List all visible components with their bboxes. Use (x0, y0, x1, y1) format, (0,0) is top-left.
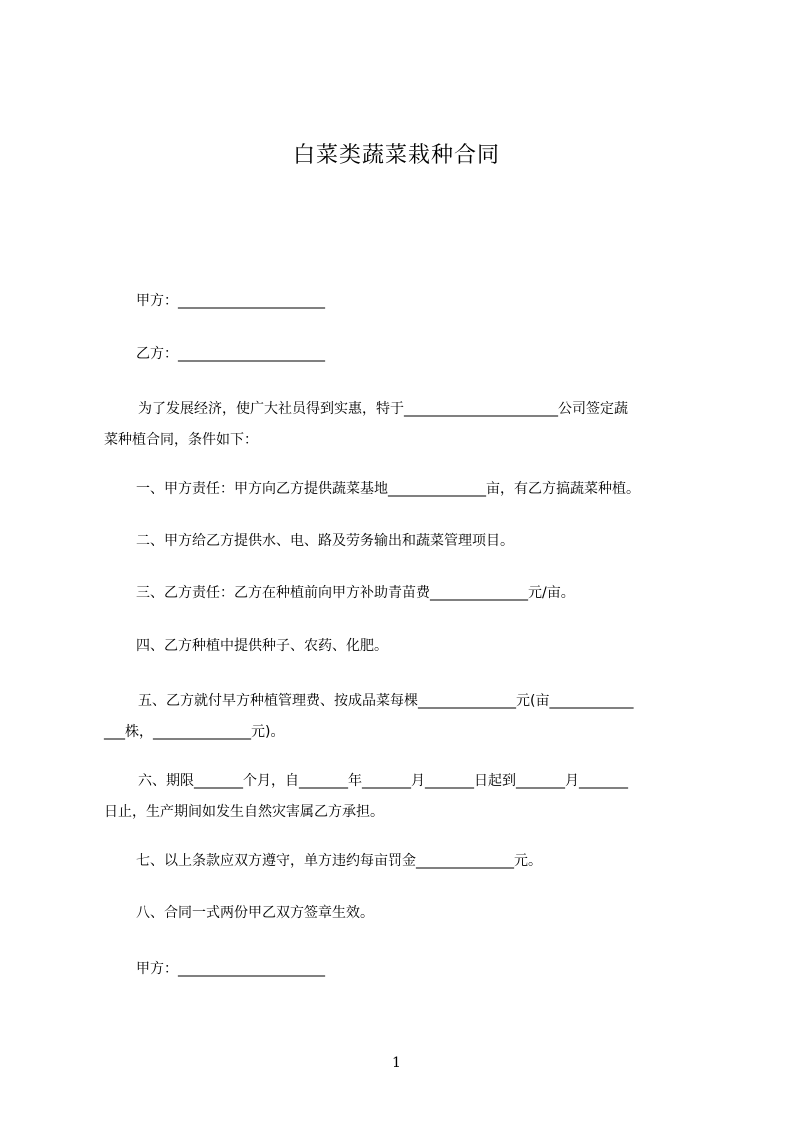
party-a-line: 甲方：_____________________ (136, 293, 325, 309)
clause-3: 三、乙方责任：乙方在种植前向甲方补助青苗费______________元/亩。 (136, 585, 575, 601)
clause-6-line-1: 六、期限_______个月，自_______年_______月_______日起到_______月_______ (138, 773, 628, 789)
clause-8: 八、合同一式两份甲乙双方签章生效。 (136, 905, 374, 921)
clause-1: 一、甲方责任：甲方向乙方提供蔬菜基地______________亩，有乙方搞蔬菜种植。 (136, 481, 640, 497)
intro-paragraph (104, 394, 704, 456)
intro-line-2: 菜种植合同，条件如下： (104, 432, 258, 448)
clause-7: 七、以上条款应双方遵守，单方违约每亩罚金______________元。 (136, 853, 542, 869)
clause-2: 二、甲方给乙方提供水、电、路及劳务输出和蔬菜管理项目。 (136, 533, 514, 549)
intro-line-1: 为了发展经济，使广大社员得到实惠，特于______________________公司签定蔬 (138, 401, 628, 417)
clause-5-line-1: 五、乙方就付早方种植管理费、按成品菜每棵______________元(亩____________ (138, 693, 634, 709)
clause-6-line-2: 日止，生产期间如发生自然灾害属乙方承担。 (104, 804, 384, 820)
clause-4: 四、乙方种植中提供种子、农药、化肥。 (136, 638, 388, 654)
page-number: 1 (392, 1055, 401, 1071)
clause-5 (104, 686, 704, 748)
document-title: 白菜类蔬菜栽种合同 (292, 143, 500, 168)
signature-party-a: 甲方：_____________________ (136, 961, 325, 977)
clause-5-line-2: ___株，______________元)。 (104, 724, 285, 740)
clause-6 (104, 766, 704, 828)
party-b-line: 乙方：_____________________ (136, 346, 325, 362)
